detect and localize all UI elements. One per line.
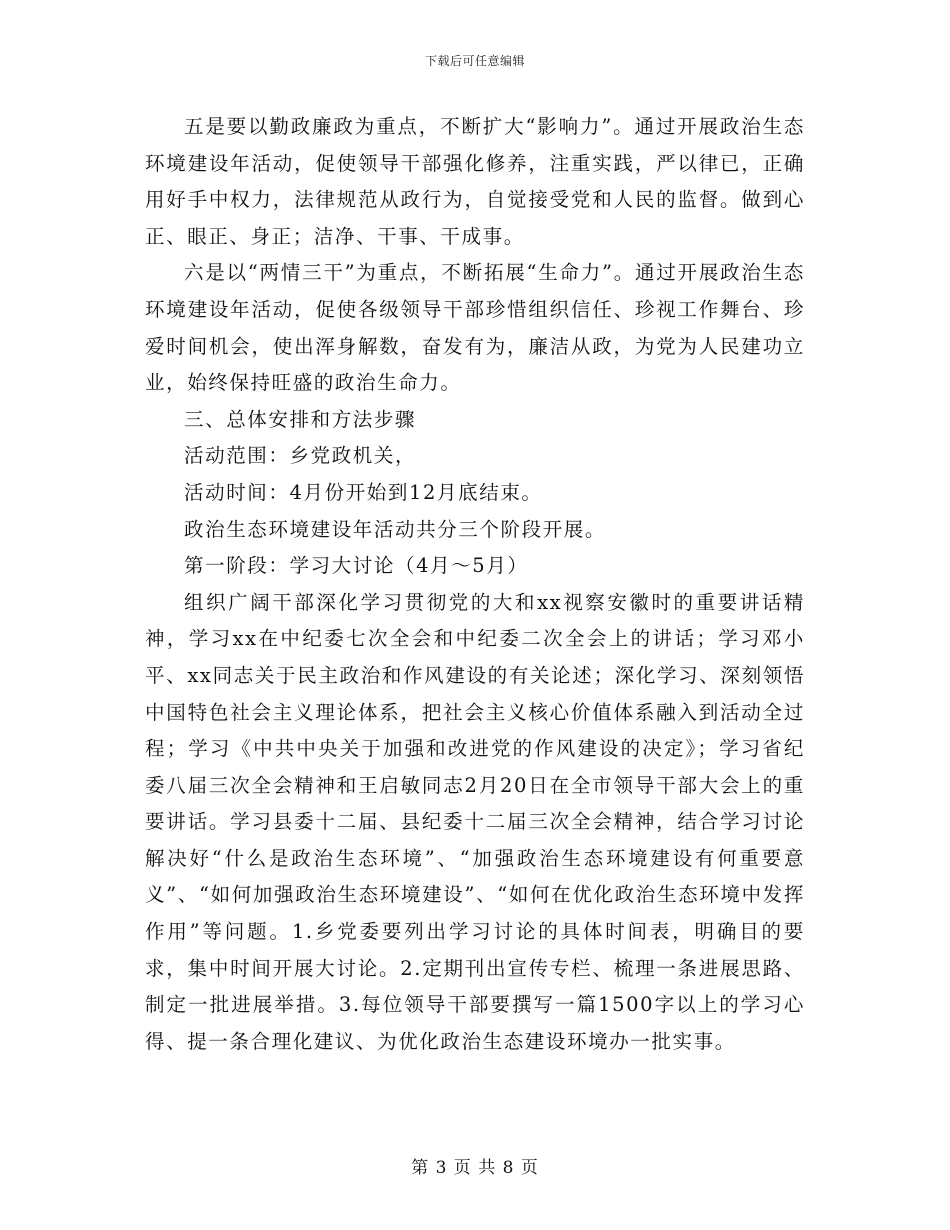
paragraph-activity-scope: 活动范围：乡党政机关， [184, 444, 417, 468]
page-header-note: 下载后可任意编辑 [424, 54, 525, 68]
paragraph-three-stages: 政治生态环境建设年活动共分三个阶段开展。 [184, 517, 607, 541]
paragraph-stage-one-body: 组织广阔干部深化学习贯彻党的大和xx视察安徽时的重要讲话精神，学习xx在中纪委七次全会和中纪委二次全会上的讲话；学习邓小平、xx同志关于民主政治和作风建设的有关论述；深化学习、深刻领悟中国特色社会主义理论体系，把社会主义核心价值体系融入到活动全过程；学习《中共中央关于加强和改进党的作风建设的决定》；学习省纪委八届三次全会精神和王启敏同志2月20日在全市领导干部大会上的重要讲话。学习县委十二届、县纪委十二届三次全会精神，结合学习讨论解决好“什么是政治生态环境”、“加强政治生态环境建设有何重要意义”、“如何加强政治生态环境建设”、“如何在优化政治生态环境中发挥作用”等问题。1.乡党委要列出学习讨论的具体时间表，明确目的要求，集中时间开展大讨论。2.定期刊出宣传专栏、梳理一条进展思路、制定一批进展举措。3.每位领导干部要撰写一篇1500字以上的学习心得、提一条合理化建议、为优化政治生态建设环境办一批实事。 [145, 590, 805, 1053]
paragraph-fifth-point: 五是要以勤政廉政为重点，不断扩大“影响力”。通过开展政治生态环境建设年活动，促使领导干部强化修养，注重实践，严以律已，正确用好手中权力，法律规范从政行为，自觉接受党和人民的监督。做到心正、眼正、身正；洁净、干事、干成事。 [145, 115, 805, 248]
section-heading-overall-arrangement: 三、总体安排和方法步骤 [184, 407, 417, 431]
paragraph-activity-time: 活动时间：4月份开始到12月底结束。 [184, 480, 543, 504]
document-body [145, 109, 805, 1060]
paragraph-stage-one-heading: 第一阶段：学习大讨论（4月～5月） [184, 554, 529, 578]
paragraph-sixth-point: 六是以“两情三干”为重点，不断拓展“生命力”。通过开展政治生态环境建设年活动，促使各级领导干部珍惜组织信任、珍视工作舞台、珍爱时间机会，使出浑身解数，奋发有为，廉洁从政，为党为人民建功立业，始终保持旺盛的政治生命力。 [145, 261, 805, 395]
page-number-footer: 第 3 页 共 8 页 [411, 1158, 539, 1178]
